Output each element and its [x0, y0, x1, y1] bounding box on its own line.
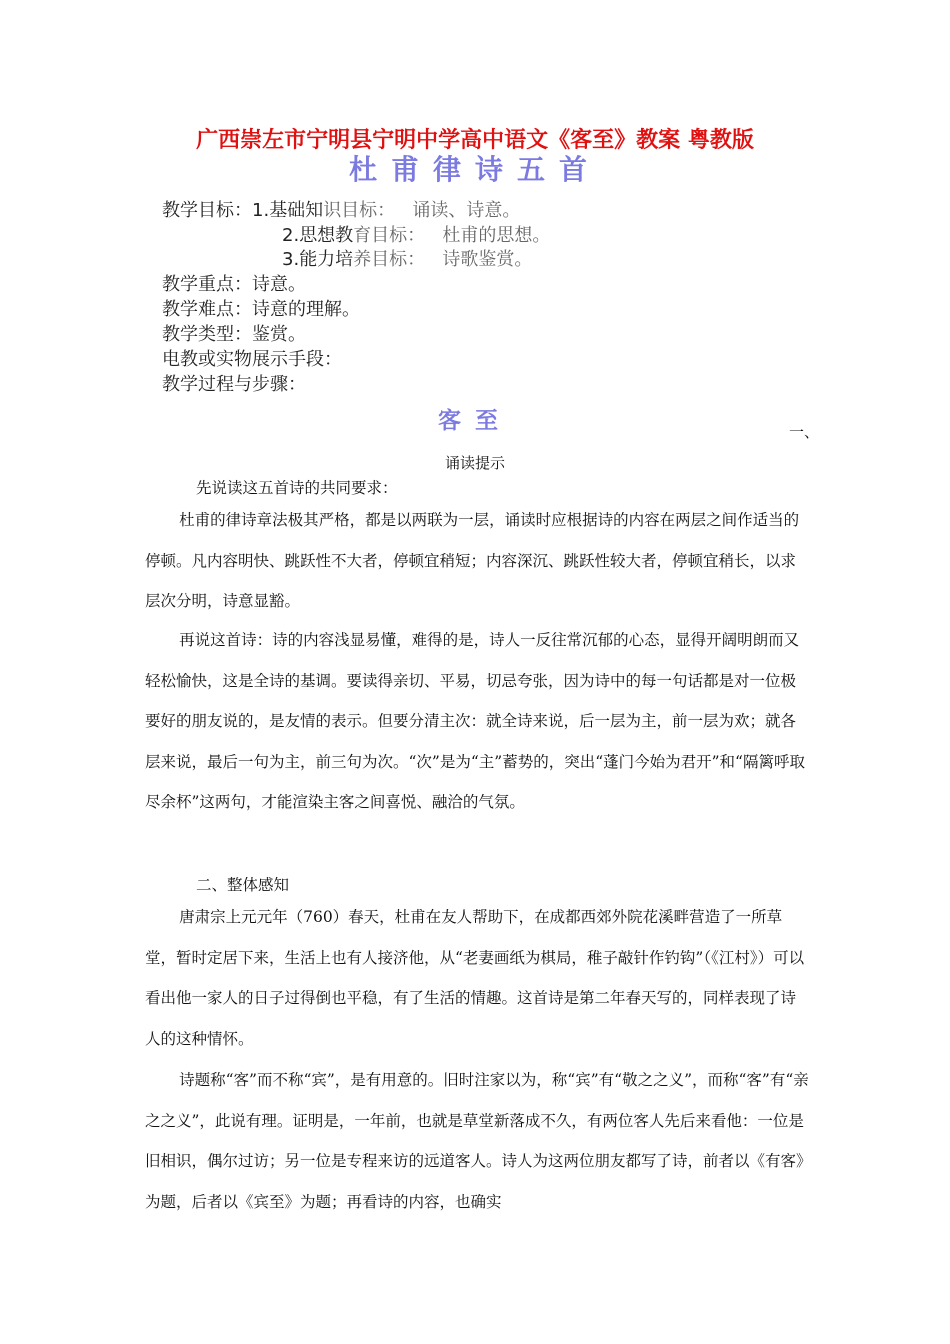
objective-3-value: 诗歌鉴赏。 — [442, 249, 533, 270]
objectives-row-1: 教学目标：1.基础知识目标： 诵读、诗意。 — [162, 200, 521, 221]
media-means: 电教或实物展示手段： — [162, 349, 342, 370]
paragraph-4: 诗题称“客”而不称“宾”，是有用意的。旧时注家以为，称“宾”有“敬之之义”，而称“客”有“亲之之义”，此说有理。证明是，一年前，也就是草堂新落成不久，有两位客人先后来看他：一位是旧相识，偶尔过访；另一位是专程来访的远道客人。诗人为这两位朋友都写了诗，前者以《有客》为题，后者以《宾至》为题；再看诗的内容，也确实 — [145, 1071, 809, 1211]
objectives-label: 教学目标： — [162, 200, 252, 221]
process-steps: 教学过程与步骤： — [162, 374, 306, 395]
objectives-row-3: 3.能力培养目标： 诗歌鉴赏。 — [282, 249, 533, 270]
section-two-heading: 二、整体感知 — [196, 876, 290, 894]
document-title: 广西崇左市宁明县宁明中学高中语文《客至》教案 粤教版 — [196, 128, 754, 153]
objective-2-value: 杜甫的思想。 — [442, 225, 551, 246]
lesson-type: 教学类型：鉴赏。 — [162, 324, 306, 345]
intro-line: 先说读这五首诗的共同要求： — [196, 479, 398, 497]
paragraph-3: 唐肃宗上元元年（760）春天，杜甫在友人帮助下，在成都西郊外院花溪畔营造了一所草堂，暂时定居下来，生活上也有人接济他，从“老妻画纸为棋局，稚子敲针作钓钩”（《江村》）可以看出他一家人的日子过得倒也平稳，有了生活的情趣。这首诗是第二年春天写的，同样表现了诗人的这种情怀。 — [145, 908, 805, 1048]
objectives-row-2: 2.思想教育目标： 杜甫的思想。 — [282, 225, 551, 246]
section-one-number: 一、 — [789, 423, 820, 441]
section-one-title: 诵读提示 — [444, 454, 505, 472]
objective-1-value: 诵读、诗意。 — [412, 200, 521, 221]
key-point: 教学重点：诗意。 — [162, 274, 306, 295]
difficulty: 教学难点：诗意的理解。 — [162, 299, 360, 320]
paragraph-1: 杜甫的律诗章法极其严格，都是以两联为一层，诵读时应根据诗的内容在两层之间作适当的停顿。凡内容明快、跳跃性不大者，停顿宜稍短；内容深沉、跳跃性较大者，停顿宜稍长，以求层次分明，诗意显豁。 — [145, 511, 800, 610]
paragraph-2: 再说这首诗：诗的内容浅显易懂，难得的是，诗人一反往常沉郁的心态，显得开阔明朗而又轻松愉快，这是全诗的基调。要读得亲切、平易，切忌夸张，因为诗中的每一句话都是对一位极要好的朋友说的，是友情的表示。但要分清主次：就全诗来说，后一层为主，前一层为欢；就各层来说，最后一句为主，前三句为次。“次”是为“主”蓄势的，突出“蓬门今始为君开”和“隔篱呼取尽余杯”这两句，才能渲染主客之间喜悦、融洽的气氛。 — [145, 631, 805, 811]
poems-subtitle: 杜甫律诗五首 — [348, 153, 601, 186]
lesson-title: 客至 — [438, 407, 512, 434]
